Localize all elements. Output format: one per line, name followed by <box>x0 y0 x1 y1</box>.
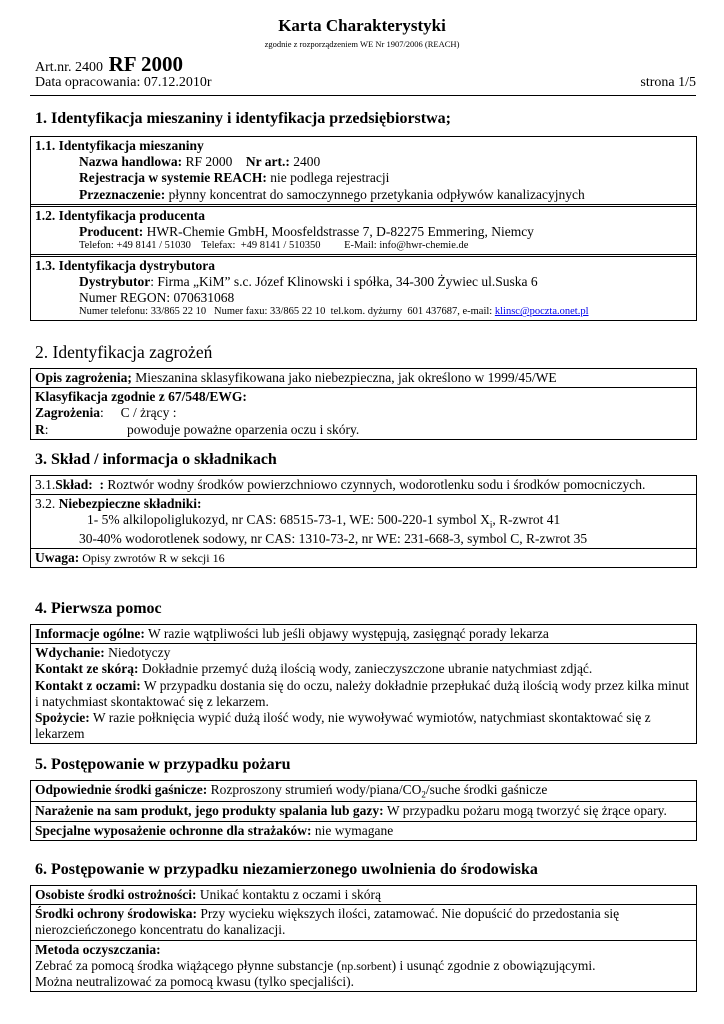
component-1-end: , R-zwrot 41 <box>492 512 561 528</box>
hazard-description-value: Mieszanina sklasyfikowana jako niebezpieczna, jak określono w 1999/45/WE <box>131 370 557 385</box>
extinguishing-media-label: Odpowiednie środki gaśnicze: <box>35 782 208 797</box>
protective-equipment-value: nie wymagane <box>311 822 394 838</box>
general-info-value: W razie wątpliwości lub jeśli objawy występują, zasięgnąć porady lekarza <box>144 626 549 641</box>
cleanup-line-1-end: ) i usunąć zgodnie z obowiązującymi. <box>391 957 596 973</box>
note-label: Uwaga: <box>35 550 80 566</box>
row-1-1-title: 1.1. Identyfikacja mieszaniny <box>35 138 204 153</box>
note-row <box>31 549 696 567</box>
cleanup-sorbent: np.sorbent <box>341 958 392 973</box>
page-number: strona 1/5 <box>640 75 696 90</box>
r-phrase-colon: : <box>44 421 49 437</box>
personal-precautions-value: Unikać kontaktu z oczami i skórą <box>196 887 381 902</box>
producer-label: Producent: <box>79 223 144 239</box>
issue-date: Data opracowania: 07.12.2010r <box>35 75 212 90</box>
section-2-heading: 2. Identyfikacja zagrożeń <box>35 342 213 362</box>
section-4-box <box>30 624 697 744</box>
environment-protection-value: Przy wycieku większych ilości, zatamować. Nie dopuścić do przedostania się nierozcieńczonego koncentratu do kanalizacji. <box>35 906 620 938</box>
product-code: RF 2000 <box>108 52 184 76</box>
composition-value: Roztwór wodny środków powierzchniowo czynnych, wodorotlenku sodu i środków pomocniczych. <box>104 477 646 492</box>
inhalation-label: Wdychanie: <box>35 645 105 661</box>
row-1-1 <box>31 137 696 207</box>
inhalation-value: Niedotyczy <box>104 645 171 661</box>
exposure-row <box>31 802 696 821</box>
composition-colon: : <box>92 477 105 492</box>
distributor-line <box>35 274 692 290</box>
article-number <box>35 52 183 77</box>
artno-label: Nr art.: <box>245 154 290 170</box>
personal-precautions-row <box>31 886 696 905</box>
environment-protection-label: Środki ochrony środowiska: <box>35 906 198 922</box>
component-1-subscript: i <box>489 520 493 531</box>
ingestion-label: Spożycie: <box>35 709 90 725</box>
cleanup-line-1-text: Zebrać za pomocą środka wiążącego płynne substancje ( <box>35 957 342 973</box>
section-4-heading: 4. Pierwsza pomoc <box>35 600 162 617</box>
inhalation-line <box>35 645 692 661</box>
distributor-label: Dystrybutor <box>79 273 151 289</box>
row-1-2-title: 1.2. Identyfikacja producenta <box>35 207 206 223</box>
section-5-heading: 5. Postępowanie w przypadku pożaru <box>35 756 291 773</box>
producer-line <box>35 224 692 240</box>
document-subtitle: zgodnie z rozporządzeniem WE Nr 1907/2006 (REACH) <box>264 39 460 49</box>
co2-subscript: 2 <box>421 789 426 800</box>
exposure-value: W przypadku pożaru mogą tworzyć się żrące opary. <box>383 803 667 819</box>
cleanup-line-1 <box>35 958 692 974</box>
row-1-2 <box>31 207 696 257</box>
extinguishing-media-value: Rozproszony strumień wody/piana/CO <box>207 782 422 797</box>
r-phrase-value: powoduje poważne oparzenia oczu i skóry. <box>127 421 360 437</box>
note-value: Opisy zwrotów R w sekcji 16 <box>79 551 225 566</box>
regon-line: Numer REGON: 070631068 <box>79 290 235 306</box>
hazard-description-label: Opis zagrożenia; <box>35 370 132 385</box>
protective-equipment-row <box>31 822 696 840</box>
artno-value: 2400 <box>289 154 321 170</box>
artnr-prefix: Art.nr. 2400 <box>35 60 104 75</box>
hazards-value: : C / żrący : <box>100 405 177 421</box>
cleanup-line-2: Można neutralizować za pomocą kwasu (tylko specjaliści). <box>35 973 355 989</box>
section-1-box <box>30 136 697 321</box>
distributor-email-link[interactable]: klinsc@poczta.onet.pl <box>494 306 589 318</box>
reach-value: nie podlega rejestracji <box>266 170 390 186</box>
skin-contact-label: Kontakt ze skórą: <box>35 661 139 677</box>
composition-row <box>31 476 696 495</box>
general-info-row <box>31 625 696 644</box>
ingestion-value: W razie połknięcia wypić dużą ilość wody, nie wywoływać wymiotów, natychmiast skontaktować się z lekarzem <box>35 709 651 742</box>
exposure-label: Narażenie na sam produkt, jego produkty spalania lub gazy: <box>35 803 384 819</box>
hazardous-components-row <box>31 495 696 549</box>
hazardous-components-label: Niebezpieczne składniki: <box>58 496 202 512</box>
purpose-value: płynny koncentrat do samoczynnego przetykania odpływów kanalizacyjnych <box>165 186 585 202</box>
cleanup-method-row <box>31 941 696 992</box>
eye-contact-line <box>35 678 692 710</box>
reach-label: Rejestracja w systemie REACH: <box>79 170 267 186</box>
environment-protection-row <box>31 905 696 940</box>
eye-contact-label: Kontakt z oczami: <box>35 677 141 693</box>
hazardous-components-number: 3.2. <box>35 496 59 512</box>
document-title: Karta Charakterystyki <box>278 16 446 35</box>
extinguishing-media-value-end: /suche środki gaśnicze <box>425 782 548 797</box>
r-phrase-line <box>35 422 692 438</box>
date-line <box>35 75 696 92</box>
distributor-contact <box>35 306 692 319</box>
general-info-label: Informacje ogólne: <box>35 626 145 641</box>
section-6-heading: 6. Postępowanie w przypadku niezamierzonego uwolnienia do środowiska <box>35 861 538 878</box>
producer-value: HWR-Chemie GmbH, Moosfeldstrasse 7, D-82275 Emmering, Niemcy <box>143 223 534 239</box>
producer-contact: Telefon: +49 8141 / 51030 Telefax: +49 8141 / 510350 E-Mail: info@hwr-chemie.de <box>79 240 469 252</box>
row-1-3 <box>31 257 696 320</box>
trade-name-label: Nazwa handlowa: <box>79 154 183 170</box>
section-6-box <box>30 885 697 992</box>
section-5-box <box>30 780 697 841</box>
row-1-3-title: 1.3. Identyfikacja dystrybutora <box>35 257 216 273</box>
hazards-label: Zagrożenia <box>35 405 100 421</box>
skin-contact-line <box>35 661 692 677</box>
skin-contact-value: Dokładnie przemyć dużą ilością wody, zanieczyszczone ubranie natychmiast zdjąć. <box>138 661 593 677</box>
cleanup-method-label: Metoda oczyszczania: <box>35 941 161 957</box>
distributor-value: : Firma „KiM” s.c. Józef Klinowski i spółka, 34-300 Żywiec ul.Suska 6 <box>150 273 538 289</box>
eye-contact-value: W przypadku dostania się do oczu, należy dokładnie przepłukać dużą ilością wody przez kilka minut i natychmiast skontaktować się z lekarzem. <box>35 677 690 709</box>
header-divider <box>30 95 696 96</box>
section-3-box <box>30 475 697 568</box>
hazards-line <box>35 405 692 421</box>
section-2-box <box>30 368 697 440</box>
classification-row <box>31 388 696 439</box>
composition-label: Skład: <box>55 477 93 492</box>
trade-name-value: RF 2000 <box>182 154 233 170</box>
reach-line <box>35 170 692 186</box>
extinguishing-media-row <box>31 781 696 802</box>
section-1-heading: 1. Identyfikacja mieszaniny i identyfikacja przedsiębiorstwa; <box>35 110 451 127</box>
first-aid-details <box>31 644 696 743</box>
component-1 <box>35 512 692 530</box>
component-1-text: 1- 5% alkilopoliglukozyd, nr CAS: 68515-73-1, WE: 500-220-1 symbol X <box>87 512 490 528</box>
protective-equipment-label: Specjalne wyposażenie ochronne dla strażaków: <box>35 822 312 838</box>
composition-number: 3.1. <box>35 477 56 492</box>
section-3-heading: 3. Skład / informacja o składnikach <box>35 451 277 468</box>
purpose-label: Przeznaczenie: <box>79 186 166 202</box>
component-2: 30-40% wodorotlenek sodowy, nr CAS: 1310-73-2, nr WE: 231-668-3, symbol C, R-zwrot 35 <box>79 530 588 546</box>
classification-title: Klasyfikacja zgodnie z 67/548/EWG: <box>35 389 247 405</box>
ingestion-line <box>35 710 692 742</box>
personal-precautions-label: Osobiste środki ostrożności: <box>35 887 197 902</box>
distributor-contact-text: Numer telefonu: 33/865 22 10 Numer faxu: 33/865 22 10 tel.kom. dyżurny 601 437687, e-mail: <box>79 306 495 318</box>
trade-name-line <box>35 154 692 170</box>
purpose-line <box>35 187 692 203</box>
r-phrase-label: R <box>35 421 45 437</box>
hazard-description-row <box>31 369 696 388</box>
